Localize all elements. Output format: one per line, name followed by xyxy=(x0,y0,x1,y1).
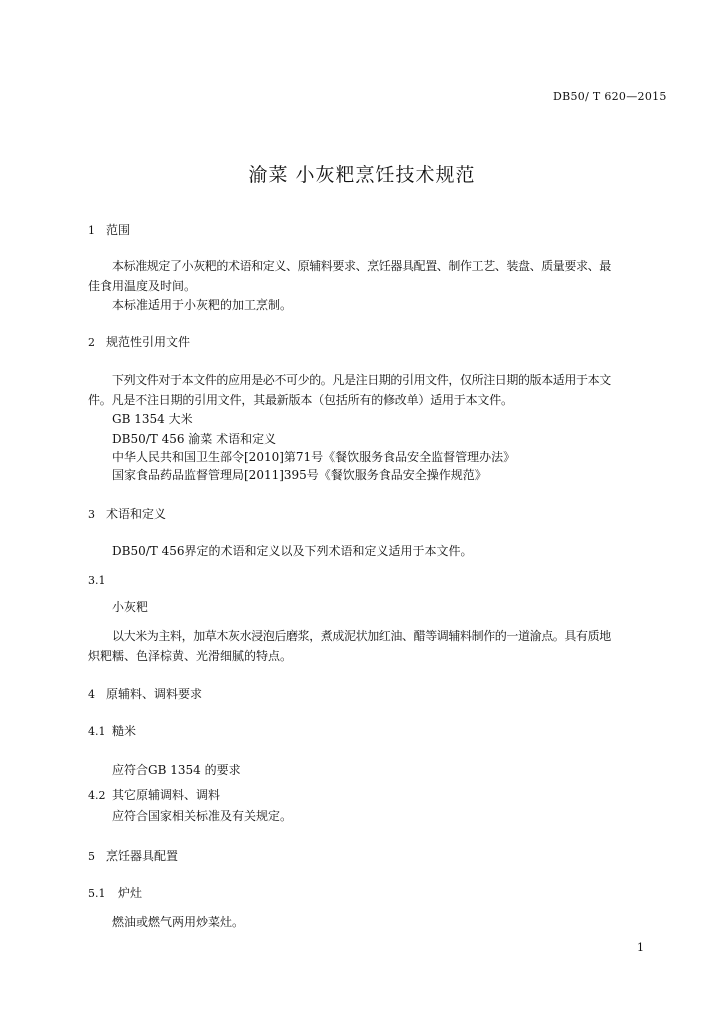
section-2-intro xyxy=(88,370,658,410)
section-number: 2 xyxy=(88,336,95,349)
reference-item: GB 1354 大米 xyxy=(112,412,193,426)
reference-item: 国家食品药品监督管理局[2011]395号《餐饮服务食品安全操作规范》 xyxy=(112,468,487,482)
section-1-paragraph-1 xyxy=(88,256,658,296)
paragraph-line: 佳食用温度及时间。 xyxy=(88,279,197,293)
page-title: 渝菜 小灰粑烹饪技术规范 xyxy=(248,164,476,186)
term-name: 小灰粑 xyxy=(112,600,149,614)
section-title: 烹饪器具配置 xyxy=(106,849,179,863)
paragraph-line: 炽粑糯、色泽棕黄、光滑细腻的特点。 xyxy=(88,649,293,663)
subsection-title: 糙米 xyxy=(112,724,137,738)
paragraph-line: 件。凡是不注日期的引用文件，其最新版本（包括所有的修改单）适用于本文件。 xyxy=(88,393,513,407)
paragraph-line: 下列文件对于本文件的应用是必不可少的。凡是注日期的引用文件，仅所注日期的版本适用于本文 xyxy=(112,373,611,387)
section-title: 范围 xyxy=(106,223,131,237)
subsection-4-2-text: 应符合国家相关标准及有关规定。 xyxy=(112,809,293,823)
section-number: 1 xyxy=(88,224,95,237)
subsection-5-1-text: 燃油或燃气两用炒菜灶。 xyxy=(112,915,245,929)
subsection-number: 5.1 xyxy=(88,887,106,900)
section-title: 原辅料、调料要求 xyxy=(106,687,203,701)
section-title: 术语和定义 xyxy=(106,507,167,521)
term-definition xyxy=(88,626,658,666)
section-number: 3 xyxy=(88,508,95,521)
subsection-4-1-text: 应符合GB 1354 的要求 xyxy=(112,763,241,777)
section-1-heading xyxy=(88,221,130,238)
reference-item: DB50/T 456 渝菜 术语和定义 xyxy=(112,432,277,446)
standard-number: DB50/ T 620—2015 xyxy=(553,90,667,103)
subsection-3-1-number: 3.1 xyxy=(88,574,106,587)
section-2-heading xyxy=(88,333,190,350)
section-number: 4 xyxy=(88,688,95,701)
subsection-4-1-heading xyxy=(88,722,136,739)
section-3-heading xyxy=(88,505,166,522)
section-4-heading xyxy=(88,685,202,702)
section-title: 规范性引用文件 xyxy=(106,335,191,349)
subsection-4-2-heading xyxy=(88,786,220,803)
subsection-title: 炉灶 xyxy=(118,886,143,900)
paragraph-line: 以大米为主料，加草木灰水浸泡后磨浆，煮成泥状加红油、醋等调辅料制作的一道渝点。具有质地 xyxy=(112,629,611,643)
reference-item: 中华人民共和国卫生部令[2010]第71号《餐饮服务食品安全监督管理办法》 xyxy=(112,450,516,464)
subsection-number: 4.2 xyxy=(88,789,106,802)
section-3-intro: DB50/T 456界定的术语和定义以及下列术语和定义适用于本文件。 xyxy=(112,544,473,558)
subsection-number: 4.1 xyxy=(88,725,106,738)
section-number: 5 xyxy=(88,850,95,863)
paragraph-line: 本标准规定了小灰粑的术语和定义、原辅料要求、烹饪器具配置、制作工艺、装盘、质量要求、最 xyxy=(112,259,611,273)
section-5-heading xyxy=(88,847,178,864)
page-number: 1 xyxy=(637,941,644,954)
subsection-title: 其它原辅调料、调料 xyxy=(112,788,221,802)
subsection-5-1-heading xyxy=(88,884,142,901)
section-1-paragraph-2: 本标准适用于小灰粑的加工烹制。 xyxy=(112,298,293,312)
